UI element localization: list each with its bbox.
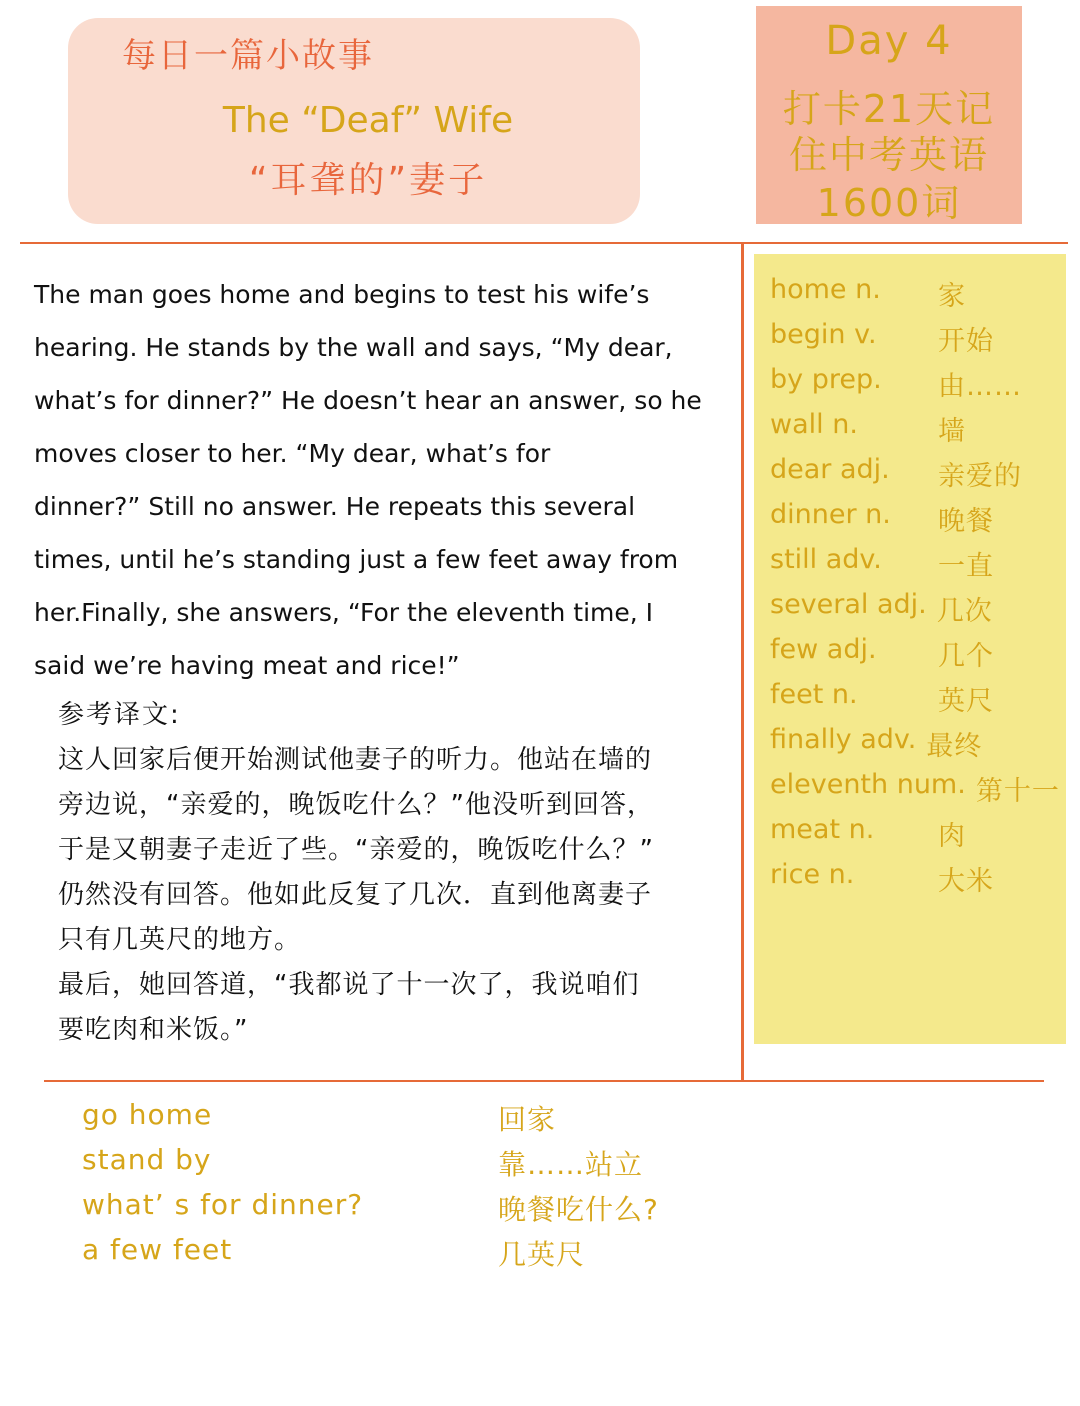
vocab-meaning: 家	[938, 281, 966, 312]
vocab-item	[770, 454, 1060, 496]
vocab-meaning: 几个	[938, 641, 994, 672]
story-line: The man goes home and begins to test his wife’s	[34, 280, 650, 309]
day-subtitle-line-3: 1600词	[816, 181, 962, 225]
story-title-chinese: “耳聋的”妻子	[248, 160, 488, 201]
vocab-item	[770, 499, 1060, 541]
day-subtitle-line-1: 打卡21天记	[782, 87, 996, 131]
phrase-english: a few feet	[82, 1233, 233, 1266]
vocab-meaning: 开始	[938, 326, 994, 357]
story-title-english: The “Deaf” Wife	[222, 100, 514, 141]
day-subtitle-line-2: 住中考英语	[788, 133, 989, 177]
story-line: times, until he’s standing just a few feet away from	[34, 545, 679, 574]
vocab-item	[770, 724, 1060, 766]
vocab-meaning: 晚餐	[938, 506, 994, 537]
translation-text	[58, 738, 734, 1053]
top-divider	[20, 242, 1068, 244]
vocab-meaning: 亲爱的	[938, 461, 1022, 492]
phrase-english: stand by	[82, 1143, 212, 1176]
phrase-chinese: 几英尺	[498, 1238, 586, 1271]
vocab-item	[770, 409, 1060, 451]
translation-line: 最后，她回答道，“我都说了十一次了，我说咱们	[58, 970, 640, 1000]
story-line: her.Finally, she answers, “For the eleventh time, I	[34, 598, 654, 627]
vocab-word: eleventh num.	[770, 769, 966, 800]
translation-line: 于是又朝妻子走近了些。“亲爱的，晚饭吃什么？”	[58, 835, 654, 865]
vocab-item	[770, 274, 1060, 316]
vocab-item	[770, 859, 1060, 901]
vocab-word: begin v.	[770, 319, 877, 350]
vocab-word: still adv.	[770, 544, 882, 575]
vocab-item	[770, 814, 1060, 856]
vocab-item	[770, 589, 1060, 631]
bottom-divider	[44, 1080, 1044, 1082]
vocab-word: meat n.	[770, 814, 875, 845]
phrase-english: what’ s for dinner?	[82, 1188, 364, 1221]
vocab-word: by prep.	[770, 364, 882, 395]
vocab-meaning: 第十一	[975, 776, 1060, 807]
vocab-meaning: 英尺	[938, 686, 994, 717]
vocab-word: home n.	[770, 274, 881, 305]
phrase-english: go home	[82, 1098, 213, 1131]
series-label: 每日一篇小故事	[122, 36, 374, 76]
day-number: Day 4	[825, 18, 953, 64]
vocab-item	[770, 634, 1060, 676]
vocab-word: wall n.	[770, 409, 858, 440]
story-line: dinner?” Still no answer. He repeats this several	[34, 492, 636, 521]
vocab-meaning: 墙	[938, 416, 966, 447]
story-line: moves closer to her. “My dear, what’s for	[34, 439, 551, 468]
translation-title: 参考译文:	[58, 700, 181, 730]
translation-line: 只有几英尺的地方。	[58, 925, 302, 955]
translation-line: 要吃肉和米饭。”	[58, 1015, 249, 1045]
vocab-word: rice n.	[770, 859, 855, 890]
story-line: hearing. He stands by the wall and says, “My dear,	[34, 333, 673, 362]
vocab-word: dear adj.	[770, 454, 890, 485]
vocab-meaning: 一直	[938, 551, 994, 582]
vocab-word: dinner n.	[770, 499, 891, 530]
translation-line: 旁边说，“亲爱的，晚饭吃什么？”他没听到回答，	[58, 790, 654, 820]
vocab-word: finally adv.	[770, 724, 917, 755]
vocab-item	[770, 679, 1060, 721]
vocab-meaning: 大米	[938, 866, 994, 897]
vocab-meaning: 最终	[926, 731, 983, 762]
vocab-item	[770, 364, 1060, 406]
vocab-word: several adj.	[770, 589, 927, 620]
phrase-chinese: 回家	[498, 1103, 557, 1136]
column-divider	[741, 242, 744, 1082]
phrase-chinese: 晚餐吃什么?	[498, 1193, 659, 1226]
story-text	[34, 268, 724, 692]
vocab-word: few adj.	[770, 634, 877, 665]
vocab-word: feet n.	[770, 679, 858, 710]
vocab-meaning: 肉	[938, 821, 966, 852]
phrase-chinese: 靠……站立	[498, 1148, 644, 1181]
translation-line: 仍然没有回答。他如此反复了几次．直到他离妻子	[58, 880, 653, 910]
vocab-item	[770, 319, 1060, 361]
vocab-meaning: 由……	[938, 371, 1022, 402]
story-line: what’s for dinner?” He doesn’t hear an answer, so he	[34, 386, 702, 415]
vocab-meaning: 几次	[936, 596, 993, 627]
vocab-item	[770, 769, 1060, 811]
story-line: said we’re having meat and rice!”	[34, 651, 460, 680]
vocab-item	[770, 544, 1060, 586]
translation-line: 这人回家后便开始测试他妻子的听力。他站在墙的	[58, 745, 653, 775]
